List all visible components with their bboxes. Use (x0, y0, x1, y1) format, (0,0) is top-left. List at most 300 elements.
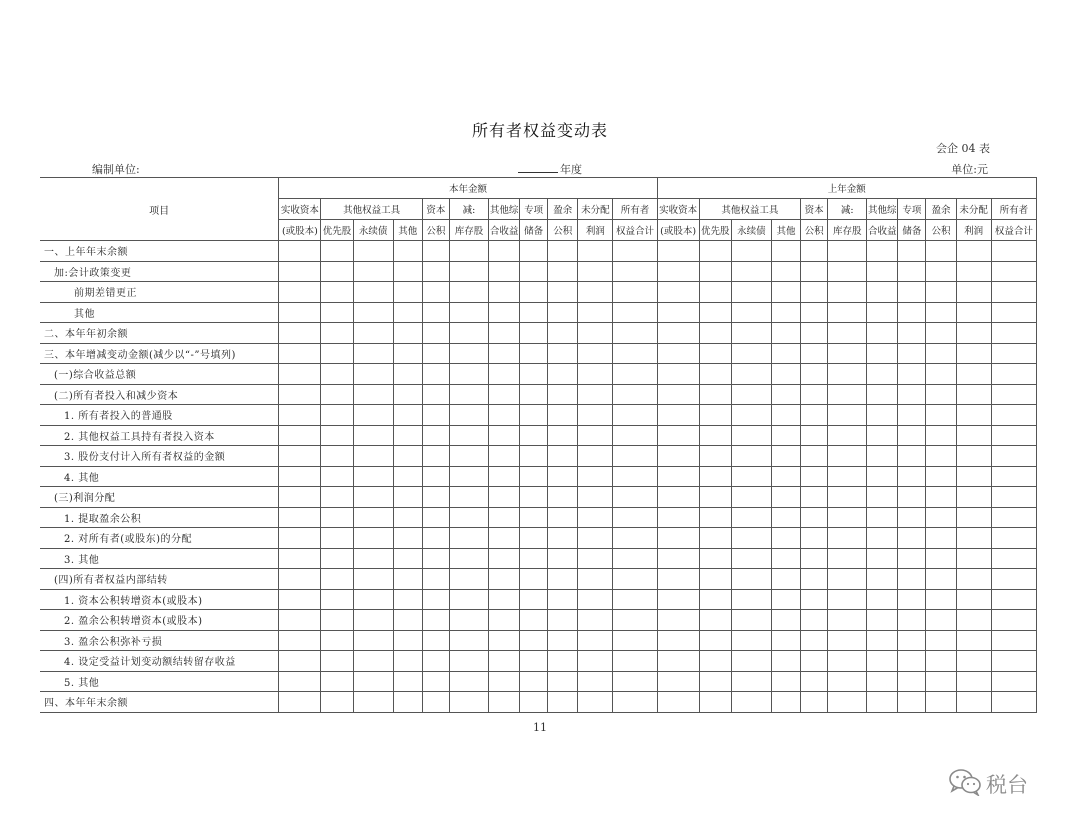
value-cell[interactable] (489, 425, 520, 446)
value-cell[interactable] (926, 507, 956, 528)
value-cell[interactable] (489, 261, 520, 282)
value-cell[interactable] (520, 302, 548, 323)
value-cell[interactable] (991, 261, 1036, 282)
value-cell[interactable] (393, 241, 422, 262)
value-cell[interactable] (991, 548, 1036, 569)
value-cell[interactable] (867, 507, 898, 528)
value-cell[interactable] (321, 671, 353, 692)
value-cell[interactable] (520, 692, 548, 713)
value-cell[interactable] (520, 507, 548, 528)
value-cell[interactable] (731, 261, 771, 282)
value-cell[interactable] (489, 282, 520, 303)
value-cell[interactable] (731, 610, 771, 631)
value-cell[interactable] (898, 446, 926, 467)
value-cell[interactable] (489, 692, 520, 713)
value-cell[interactable] (578, 630, 613, 651)
value-cell[interactable] (279, 487, 321, 508)
value-cell[interactable] (321, 364, 353, 385)
value-cell[interactable] (926, 405, 956, 426)
value-cell[interactable] (867, 610, 898, 631)
value-cell[interactable] (926, 528, 956, 549)
value-cell[interactable] (867, 671, 898, 692)
value-cell[interactable] (279, 610, 321, 631)
value-cell[interactable] (393, 569, 422, 590)
value-cell[interactable] (548, 507, 578, 528)
value-cell[interactable] (828, 384, 867, 405)
value-cell[interactable] (353, 364, 393, 385)
value-cell[interactable] (771, 610, 800, 631)
value-cell[interactable] (956, 671, 991, 692)
value-cell[interactable] (321, 569, 353, 590)
value-cell[interactable] (699, 343, 731, 364)
value-cell[interactable] (699, 487, 731, 508)
value-cell[interactable] (867, 487, 898, 508)
value-cell[interactable] (321, 241, 353, 262)
value-cell[interactable] (801, 651, 828, 672)
value-cell[interactable] (520, 528, 548, 549)
value-cell[interactable] (613, 528, 657, 549)
value-cell[interactable] (353, 651, 393, 672)
value-cell[interactable] (578, 302, 613, 323)
value-cell[interactable] (321, 425, 353, 446)
value-cell[interactable] (613, 487, 657, 508)
value-cell[interactable] (279, 651, 321, 672)
value-cell[interactable] (699, 610, 731, 631)
value-cell[interactable] (321, 651, 353, 672)
value-cell[interactable] (956, 651, 991, 672)
value-cell[interactable] (449, 569, 488, 590)
value-cell[interactable] (926, 487, 956, 508)
value-cell[interactable] (422, 610, 449, 631)
value-cell[interactable] (449, 507, 488, 528)
value-cell[interactable] (321, 487, 353, 508)
value-cell[interactable] (578, 343, 613, 364)
value-cell[interactable] (393, 261, 422, 282)
value-cell[interactable] (731, 548, 771, 569)
value-cell[interactable] (801, 446, 828, 467)
value-cell[interactable] (657, 548, 699, 569)
value-cell[interactable] (801, 487, 828, 508)
value-cell[interactable] (657, 466, 699, 487)
value-cell[interactable] (279, 630, 321, 651)
value-cell[interactable] (991, 692, 1036, 713)
value-cell[interactable] (613, 507, 657, 528)
value-cell[interactable] (489, 589, 520, 610)
value-cell[interactable] (991, 487, 1036, 508)
value-cell[interactable] (548, 282, 578, 303)
value-cell[interactable] (449, 692, 488, 713)
value-cell[interactable] (520, 261, 548, 282)
value-cell[interactable] (699, 569, 731, 590)
value-cell[interactable] (393, 630, 422, 651)
value-cell[interactable] (898, 507, 926, 528)
value-cell[interactable] (956, 589, 991, 610)
value-cell[interactable] (449, 446, 488, 467)
value-cell[interactable] (731, 569, 771, 590)
value-cell[interactable] (699, 446, 731, 467)
value-cell[interactable] (449, 630, 488, 651)
value-cell[interactable] (898, 569, 926, 590)
value-cell[interactable] (578, 323, 613, 344)
value-cell[interactable] (771, 323, 800, 344)
value-cell[interactable] (613, 405, 657, 426)
value-cell[interactable] (279, 446, 321, 467)
value-cell[interactable] (657, 241, 699, 262)
value-cell[interactable] (699, 241, 731, 262)
value-cell[interactable] (699, 323, 731, 344)
value-cell[interactable] (548, 548, 578, 569)
value-cell[interactable] (279, 425, 321, 446)
value-cell[interactable] (991, 507, 1036, 528)
value-cell[interactable] (353, 589, 393, 610)
value-cell[interactable] (657, 405, 699, 426)
value-cell[interactable] (422, 261, 449, 282)
value-cell[interactable] (926, 261, 956, 282)
value-cell[interactable] (867, 343, 898, 364)
value-cell[interactable] (867, 569, 898, 590)
value-cell[interactable] (898, 261, 926, 282)
value-cell[interactable] (801, 466, 828, 487)
value-cell[interactable] (828, 630, 867, 651)
value-cell[interactable] (771, 671, 800, 692)
value-cell[interactable] (520, 282, 548, 303)
value-cell[interactable] (801, 261, 828, 282)
value-cell[interactable] (828, 507, 867, 528)
value-cell[interactable] (393, 282, 422, 303)
value-cell[interactable] (613, 241, 657, 262)
value-cell[interactable] (422, 466, 449, 487)
value-cell[interactable] (956, 692, 991, 713)
value-cell[interactable] (489, 548, 520, 569)
value-cell[interactable] (956, 569, 991, 590)
value-cell[interactable] (393, 487, 422, 508)
value-cell[interactable] (731, 692, 771, 713)
value-cell[interactable] (613, 630, 657, 651)
value-cell[interactable] (422, 692, 449, 713)
value-cell[interactable] (867, 548, 898, 569)
value-cell[interactable] (578, 692, 613, 713)
value-cell[interactable] (991, 630, 1036, 651)
value-cell[interactable] (828, 446, 867, 467)
value-cell[interactable] (321, 446, 353, 467)
value-cell[interactable] (898, 630, 926, 651)
value-cell[interactable] (548, 589, 578, 610)
value-cell[interactable] (449, 651, 488, 672)
value-cell[interactable] (898, 282, 926, 303)
value-cell[interactable] (321, 528, 353, 549)
value-cell[interactable] (828, 282, 867, 303)
value-cell[interactable] (489, 302, 520, 323)
value-cell[interactable] (449, 466, 488, 487)
value-cell[interactable] (699, 651, 731, 672)
value-cell[interactable] (449, 425, 488, 446)
value-cell[interactable] (613, 261, 657, 282)
value-cell[interactable] (353, 466, 393, 487)
value-cell[interactable] (321, 466, 353, 487)
value-cell[interactable] (578, 610, 613, 631)
value-cell[interactable] (657, 692, 699, 713)
value-cell[interactable] (699, 261, 731, 282)
value-cell[interactable] (898, 343, 926, 364)
value-cell[interactable] (731, 466, 771, 487)
value-cell[interactable] (520, 425, 548, 446)
value-cell[interactable] (520, 569, 548, 590)
value-cell[interactable] (422, 548, 449, 569)
value-cell[interactable] (801, 241, 828, 262)
value-cell[interactable] (771, 364, 800, 385)
value-cell[interactable] (449, 343, 488, 364)
value-cell[interactable] (956, 384, 991, 405)
value-cell[interactable] (393, 343, 422, 364)
value-cell[interactable] (731, 405, 771, 426)
value-cell[interactable] (657, 343, 699, 364)
value-cell[interactable] (771, 589, 800, 610)
value-cell[interactable] (657, 302, 699, 323)
value-cell[interactable] (771, 302, 800, 323)
value-cell[interactable] (801, 589, 828, 610)
value-cell[interactable] (867, 528, 898, 549)
value-cell[interactable] (613, 466, 657, 487)
value-cell[interactable] (867, 446, 898, 467)
value-cell[interactable] (991, 589, 1036, 610)
value-cell[interactable] (657, 282, 699, 303)
value-cell[interactable] (393, 466, 422, 487)
value-cell[interactable] (613, 692, 657, 713)
value-cell[interactable] (828, 343, 867, 364)
value-cell[interactable] (578, 282, 613, 303)
value-cell[interactable] (801, 302, 828, 323)
value-cell[interactable] (489, 487, 520, 508)
value-cell[interactable] (422, 282, 449, 303)
value-cell[interactable] (657, 528, 699, 549)
value-cell[interactable] (771, 692, 800, 713)
value-cell[interactable] (657, 651, 699, 672)
value-cell[interactable] (699, 384, 731, 405)
value-cell[interactable] (489, 405, 520, 426)
value-cell[interactable] (898, 425, 926, 446)
value-cell[interactable] (279, 589, 321, 610)
value-cell[interactable] (801, 528, 828, 549)
value-cell[interactable] (956, 343, 991, 364)
value-cell[interactable] (578, 671, 613, 692)
value-cell[interactable] (657, 487, 699, 508)
value-cell[interactable] (520, 241, 548, 262)
value-cell[interactable] (956, 323, 991, 344)
value-cell[interactable] (449, 528, 488, 549)
value-cell[interactable] (489, 610, 520, 631)
value-cell[interactable] (956, 528, 991, 549)
value-cell[interactable] (699, 302, 731, 323)
value-cell[interactable] (926, 282, 956, 303)
value-cell[interactable] (801, 405, 828, 426)
value-cell[interactable] (578, 507, 613, 528)
value-cell[interactable] (731, 323, 771, 344)
value-cell[interactable] (828, 589, 867, 610)
value-cell[interactable] (353, 569, 393, 590)
value-cell[interactable] (991, 425, 1036, 446)
value-cell[interactable] (801, 507, 828, 528)
value-cell[interactable] (926, 446, 956, 467)
value-cell[interactable] (991, 364, 1036, 385)
value-cell[interactable] (422, 671, 449, 692)
value-cell[interactable] (926, 610, 956, 631)
value-cell[interactable] (449, 405, 488, 426)
value-cell[interactable] (926, 343, 956, 364)
value-cell[interactable] (926, 425, 956, 446)
value-cell[interactable] (279, 343, 321, 364)
value-cell[interactable] (956, 446, 991, 467)
value-cell[interactable] (422, 528, 449, 549)
value-cell[interactable] (926, 364, 956, 385)
value-cell[interactable] (657, 671, 699, 692)
value-cell[interactable] (991, 466, 1036, 487)
value-cell[interactable] (422, 569, 449, 590)
value-cell[interactable] (657, 261, 699, 282)
value-cell[interactable] (613, 343, 657, 364)
value-cell[interactable] (657, 610, 699, 631)
value-cell[interactable] (422, 323, 449, 344)
value-cell[interactable] (657, 323, 699, 344)
value-cell[interactable] (801, 384, 828, 405)
value-cell[interactable] (520, 487, 548, 508)
value-cell[interactable] (699, 507, 731, 528)
value-cell[interactable] (422, 384, 449, 405)
value-cell[interactable] (771, 528, 800, 549)
value-cell[interactable] (353, 282, 393, 303)
value-cell[interactable] (926, 302, 956, 323)
value-cell[interactable] (991, 446, 1036, 467)
value-cell[interactable] (699, 692, 731, 713)
value-cell[interactable] (279, 282, 321, 303)
value-cell[interactable] (520, 323, 548, 344)
value-cell[interactable] (699, 528, 731, 549)
value-cell[interactable] (489, 364, 520, 385)
value-cell[interactable] (393, 589, 422, 610)
value-cell[interactable] (449, 261, 488, 282)
value-cell[interactable] (991, 343, 1036, 364)
value-cell[interactable] (578, 466, 613, 487)
value-cell[interactable] (353, 241, 393, 262)
value-cell[interactable] (489, 507, 520, 528)
value-cell[interactable] (867, 692, 898, 713)
value-cell[interactable] (991, 569, 1036, 590)
value-cell[interactable] (353, 528, 393, 549)
value-cell[interactable] (731, 343, 771, 364)
value-cell[interactable] (956, 487, 991, 508)
value-cell[interactable] (956, 630, 991, 651)
value-cell[interactable] (828, 425, 867, 446)
value-cell[interactable] (279, 364, 321, 385)
value-cell[interactable] (449, 487, 488, 508)
value-cell[interactable] (548, 651, 578, 672)
value-cell[interactable] (828, 323, 867, 344)
value-cell[interactable] (731, 528, 771, 549)
value-cell[interactable] (657, 569, 699, 590)
value-cell[interactable] (898, 302, 926, 323)
value-cell[interactable] (393, 548, 422, 569)
value-cell[interactable] (520, 466, 548, 487)
value-cell[interactable] (578, 364, 613, 385)
value-cell[interactable] (828, 692, 867, 713)
value-cell[interactable] (956, 241, 991, 262)
value-cell[interactable] (801, 548, 828, 569)
value-cell[interactable] (956, 405, 991, 426)
value-cell[interactable] (393, 651, 422, 672)
value-cell[interactable] (578, 405, 613, 426)
value-cell[interactable] (699, 425, 731, 446)
value-cell[interactable] (926, 692, 956, 713)
value-cell[interactable] (956, 261, 991, 282)
value-cell[interactable] (801, 323, 828, 344)
value-cell[interactable] (353, 446, 393, 467)
value-cell[interactable] (699, 630, 731, 651)
value-cell[interactable] (578, 425, 613, 446)
value-cell[interactable] (771, 548, 800, 569)
value-cell[interactable] (771, 446, 800, 467)
value-cell[interactable] (489, 569, 520, 590)
value-cell[interactable] (422, 487, 449, 508)
value-cell[interactable] (731, 282, 771, 303)
value-cell[interactable] (321, 302, 353, 323)
value-cell[interactable] (898, 323, 926, 344)
value-cell[interactable] (393, 405, 422, 426)
value-cell[interactable] (489, 241, 520, 262)
value-cell[interactable] (548, 446, 578, 467)
value-cell[interactable] (353, 610, 393, 631)
value-cell[interactable] (353, 692, 393, 713)
value-cell[interactable] (731, 487, 771, 508)
value-cell[interactable] (926, 384, 956, 405)
value-cell[interactable] (898, 487, 926, 508)
value-cell[interactable] (279, 466, 321, 487)
value-cell[interactable] (771, 343, 800, 364)
value-cell[interactable] (926, 241, 956, 262)
value-cell[interactable] (801, 343, 828, 364)
value-cell[interactable] (548, 261, 578, 282)
value-cell[interactable] (520, 343, 548, 364)
value-cell[interactable] (279, 507, 321, 528)
value-cell[interactable] (279, 323, 321, 344)
value-cell[interactable] (520, 446, 548, 467)
value-cell[interactable] (548, 528, 578, 549)
value-cell[interactable] (828, 302, 867, 323)
value-cell[interactable] (613, 282, 657, 303)
value-cell[interactable] (279, 528, 321, 549)
value-cell[interactable] (578, 241, 613, 262)
value-cell[interactable] (578, 569, 613, 590)
value-cell[interactable] (898, 610, 926, 631)
value-cell[interactable] (279, 241, 321, 262)
value-cell[interactable] (613, 651, 657, 672)
value-cell[interactable] (489, 671, 520, 692)
value-cell[interactable] (279, 302, 321, 323)
value-cell[interactable] (828, 261, 867, 282)
value-cell[interactable] (828, 241, 867, 262)
value-cell[interactable] (801, 671, 828, 692)
value-cell[interactable] (613, 384, 657, 405)
value-cell[interactable] (393, 671, 422, 692)
value-cell[interactable] (657, 425, 699, 446)
value-cell[interactable] (731, 630, 771, 651)
value-cell[interactable] (991, 384, 1036, 405)
value-cell[interactable] (393, 528, 422, 549)
value-cell[interactable] (731, 589, 771, 610)
value-cell[interactable] (991, 405, 1036, 426)
value-cell[interactable] (731, 302, 771, 323)
value-cell[interactable] (867, 282, 898, 303)
value-cell[interactable] (449, 610, 488, 631)
value-cell[interactable] (956, 507, 991, 528)
